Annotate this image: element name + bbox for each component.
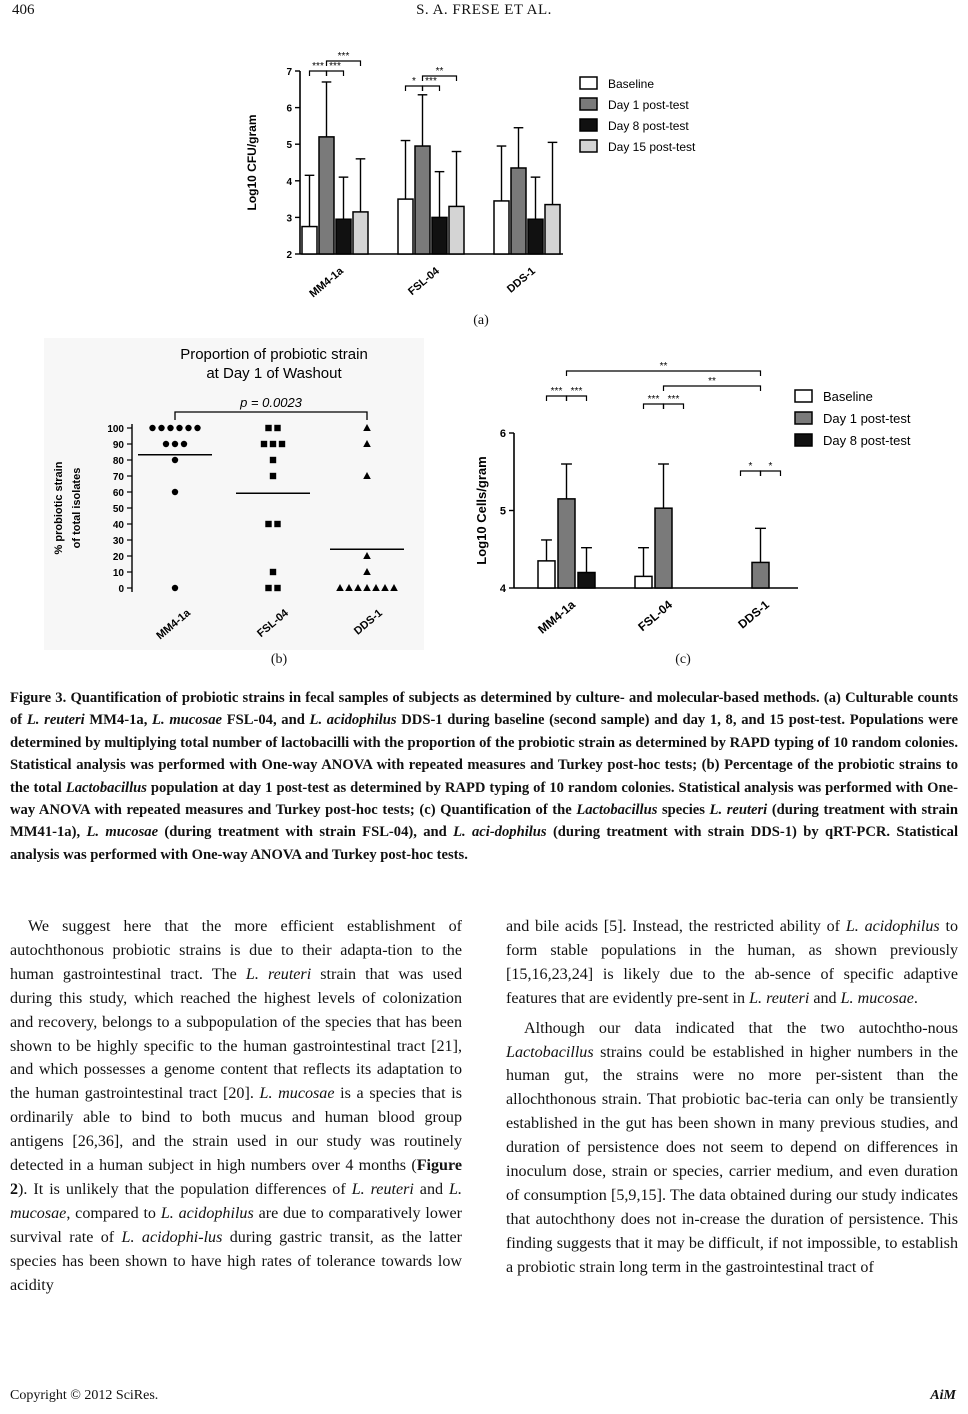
significance-label: *** <box>550 386 563 397</box>
italic-text: L. acidophilus <box>845 918 940 935</box>
text-span: and <box>809 989 841 1007</box>
italic-text: L. reuteri <box>749 989 810 1007</box>
text-span: . <box>913 989 918 1007</box>
italic-text: L. aci-dophilus <box>453 824 547 841</box>
y-tick-label: 100 <box>107 424 124 435</box>
x-category-label: DDS-1 <box>504 265 538 296</box>
bar <box>319 137 334 254</box>
copyright: Copyright © 2012 SciRes. <box>10 1388 159 1403</box>
italic-text: L. mucosae <box>259 1085 335 1103</box>
data-point <box>158 425 164 431</box>
panel-label-a: (a) <box>473 313 489 328</box>
bar <box>752 562 769 588</box>
data-point <box>181 441 187 447</box>
significance-label: *** <box>570 386 583 397</box>
legend-swatch <box>580 140 597 152</box>
legend-swatch <box>795 390 812 402</box>
y-tick-label: 2 <box>286 250 292 261</box>
data-point <box>274 585 280 591</box>
significance-label: ** <box>435 66 444 77</box>
y-tick-label: 4 <box>286 176 292 188</box>
bold-reference: Figure 2 <box>10 1157 462 1198</box>
bar <box>336 219 351 254</box>
text-span: and bile acids [5]. Instead, the restricted ability of <box>506 918 846 935</box>
text-span: (during treatment with strain FSL-04), and <box>158 824 454 841</box>
legend-swatch <box>580 119 597 131</box>
chart-title: at Day 1 of Washout <box>206 365 342 382</box>
significance-label: *** <box>647 394 660 405</box>
significance-label: *** <box>312 61 324 72</box>
text-span: ). It is unlikely that the population differences of <box>18 1180 352 1198</box>
bar <box>511 168 526 254</box>
bar <box>545 205 560 254</box>
bar <box>415 146 430 254</box>
italic-text: L. mucosae <box>152 712 223 729</box>
data-point <box>194 425 200 431</box>
y-tick-label: 20 <box>112 552 124 563</box>
text-span: (during treatment with strain DDS-1) by qRT-PCR. Statistical analysis was performed with One-way ANOVA and Turkey post-hoc tests. <box>10 824 958 863</box>
x-category-label: DDS-1 <box>351 607 385 638</box>
running-title: S. A. FRESE ET AL. <box>416 2 552 18</box>
legend-label: Day 8 post-test <box>608 119 689 133</box>
legend-swatch <box>580 77 597 89</box>
x-category-label: MM4-1a <box>535 597 578 637</box>
text-span: We suggest here that the more efficient establishment of autochthonous probiotic strains is due to their adapta-tion to the human gastrointestinal tract. The <box>10 918 462 983</box>
legend-label: Day 8 post-test <box>823 433 911 448</box>
data-point <box>172 441 178 447</box>
chart-b <box>44 338 424 650</box>
italic-text: L. acidophilus <box>160 1204 254 1222</box>
italic-text: L. acidophi-lus <box>121 1228 223 1246</box>
y-axis-label: Log10 CFU/gram <box>245 114 259 211</box>
y-tick-label: 70 <box>112 472 124 483</box>
text-span: is a species that is ordinarily able to bind to both mucus and human blood group antigens [26,36], and the strain used in our study was routinely detected in a human subject in high numbers over 4 months ( <box>10 1085 463 1175</box>
body-column-left <box>10 915 462 1298</box>
bar <box>432 217 447 254</box>
significance-label: * <box>768 461 773 472</box>
x-category-label: MM4-1a <box>154 607 193 643</box>
x-category-label: FSL-04 <box>406 265 442 298</box>
bar <box>353 212 368 254</box>
italic-text: Lactobacillus <box>506 1043 594 1061</box>
data-point <box>163 441 169 447</box>
data-point <box>185 425 191 431</box>
text-span: and <box>413 1180 450 1198</box>
legend-label: Baseline <box>608 77 655 91</box>
text-span: MM4-1a, <box>84 712 153 729</box>
significance-label: * <box>412 76 416 87</box>
y-tick-label: 5 <box>286 140 292 152</box>
text-span: strain that was used during this study, which reached the highest levels of colonization and recovery, belongs to a subpopulation of the species that has been shown to be highly specific to the human gastrointestinal tract [21], and which possesses a genome content that reflects its adaptation to the human gastrointestinal tract [20]. <box>10 965 462 1103</box>
data-point <box>149 425 155 431</box>
data-point <box>261 441 267 447</box>
italic-text: L. mucosae <box>10 1180 463 1222</box>
y-tick-label: 3 <box>286 213 292 225</box>
chart-a <box>240 52 740 307</box>
y-tick-label: 5 <box>499 505 506 518</box>
page-number: 406 <box>12 2 35 18</box>
bar <box>494 201 509 254</box>
paragraph <box>506 1017 958 1280</box>
chart-c <box>468 356 938 648</box>
y-tick-label: 4 <box>499 583 506 595</box>
italic-text: L. reuteri <box>245 965 312 983</box>
bar <box>528 219 543 254</box>
panel-label-c: (c) <box>675 652 691 667</box>
x-category-label: MM4-1a <box>307 265 346 301</box>
y-tick-label: 80 <box>112 456 124 467</box>
data-point <box>274 521 280 527</box>
bar <box>635 576 652 588</box>
y-axis-label: Log10 Cells/gram <box>474 456 489 565</box>
data-point <box>265 425 271 431</box>
legend-swatch <box>795 434 812 446</box>
data-point <box>274 425 280 431</box>
data-point <box>167 425 173 431</box>
x-category-label: FSL-04 <box>635 597 675 635</box>
text-span: are due to comparatively lower survival rate of <box>10 1204 463 1246</box>
data-point <box>176 425 182 431</box>
legend-label: Day 1 post-test <box>823 411 911 426</box>
text-span: , compared to <box>66 1204 161 1222</box>
y-tick-label: 7 <box>286 67 292 78</box>
italic-text: L. reuteri <box>709 802 768 819</box>
legend-swatch <box>795 412 812 424</box>
italic-text: Lactobacillus <box>576 802 658 819</box>
legend-label: Baseline <box>823 389 873 404</box>
data-point <box>172 585 178 591</box>
text-span: population at day 1 post-test as determined by RAPD typing of 10 random colonies. Statistical analysis was performed with One-way ANOVA with repeated measures and Turkey post-hoc tests; (c) Quantification of the <box>10 779 958 819</box>
y-tick-label: 30 <box>112 536 124 547</box>
data-point <box>279 441 285 447</box>
y-tick-label: 40 <box>112 520 124 531</box>
bar <box>398 199 413 254</box>
data-point <box>270 441 276 447</box>
legend-label: Day 1 post-test <box>608 98 689 112</box>
y-tick-label: 0 <box>118 584 124 595</box>
y-tick-label: 10 <box>112 568 124 579</box>
journal-name: AiM <box>930 1388 956 1403</box>
italic-text: L. mucosae <box>840 989 914 1007</box>
p-value: p = 0.0023 <box>240 395 302 410</box>
data-point <box>270 473 276 479</box>
chart-title: Proportion of probiotic strain <box>180 346 368 363</box>
y-tick-label: 6 <box>286 103 292 115</box>
legend-swatch <box>580 98 597 110</box>
significance-label: *** <box>329 61 341 72</box>
body-column-right <box>506 915 958 1280</box>
text-span: during gastric transit, as the latter species has been shown to have high rates of tolerance towards low acidity <box>10 1228 462 1294</box>
paragraph <box>506 915 958 1011</box>
data-point <box>270 457 276 463</box>
y-axis-label: % probiotic strain <box>53 461 65 555</box>
text-span: strains could be established in higher numbers in the human gut, the strains were no more per-sistent than the allochthonous strain. That probiotic bac-teria can only be transiently established in the gut has been shown in many previous studies, and duration of persistence does not seem to depend on differences in inoculum dose, strain or species, carrier medium, and even duration of consumption [5,9,15]. The data obtained during our study indicates that autochthony does not in-crease the duration of persistence. This finding suggests that it may be difficult, if not impossible, to establish a probiotic strain long term in the gastrointestinal tract of <box>506 1043 958 1276</box>
y-tick-label: 50 <box>112 504 124 515</box>
panel-label-b: (b) <box>270 652 288 667</box>
significance-label: ** <box>659 361 668 372</box>
x-category-label: DDS-1 <box>735 597 772 632</box>
text-span: to form stable populations in the human, as shown previously [15,16,23,24] is likely due to the ab-sence of specific adaptive features that are evidently pre-sent in <box>506 918 958 1007</box>
y-axis-label: of total isolates <box>71 467 83 549</box>
text-span: (during treatment with strain MM41-1a), <box>10 802 958 841</box>
italic-text: L. mucosae <box>86 824 159 841</box>
bar <box>449 206 464 254</box>
data-point <box>265 521 271 527</box>
italic-text: Lactobacillus <box>65 779 147 796</box>
text-span: DDS-1 during baseline (second sample) and day 1, 8, and 15 post-test. Populations were determined by multiplying total number of lactobacilli with the proportion of the probiotic strain as determined by RAPD typing of 10 random colonies. Statistical analysis was performed with One-way ANOVA with repeated measures and Turkey post-hoc tests; (b) Percentage of the probiotic strains to the total <box>10 712 958 796</box>
paragraph <box>10 915 462 1298</box>
text-span: FSL-04, and <box>222 712 310 729</box>
text-span: Although our data indicated that the two autochtho-nous <box>524 1019 958 1037</box>
y-tick-label: 60 <box>112 488 124 499</box>
chart-background <box>44 338 424 650</box>
text-span: Figure 3. Quantification of probiotic strains in fecal samples of subjects as determined by culture- and molecular-based methods. (a) Culturable counts of <box>10 690 958 729</box>
significance-label: *** <box>425 76 437 87</box>
bar <box>538 561 555 588</box>
figure-caption <box>10 687 958 866</box>
data-point <box>172 489 178 495</box>
data-point <box>270 569 276 575</box>
y-tick-label: 90 <box>112 440 124 451</box>
legend-label: Day 15 post-test <box>608 140 696 154</box>
significance-label: ** <box>708 376 716 387</box>
significance-label: *** <box>337 52 350 62</box>
significance-label: * <box>748 461 753 472</box>
bar <box>558 499 575 588</box>
bar <box>578 573 595 589</box>
italic-text: L. reuteri <box>351 1180 414 1198</box>
bar <box>302 227 317 254</box>
data-point <box>172 457 178 463</box>
x-category-label: FSL-04 <box>255 607 291 640</box>
bar <box>655 508 672 588</box>
y-tick-label: 6 <box>499 428 506 440</box>
italic-text: L. reuteri <box>26 712 85 729</box>
data-point <box>265 585 271 591</box>
significance-label: *** <box>667 394 680 405</box>
italic-text: L. acidophilus <box>309 712 397 729</box>
text-span: species <box>657 802 710 819</box>
